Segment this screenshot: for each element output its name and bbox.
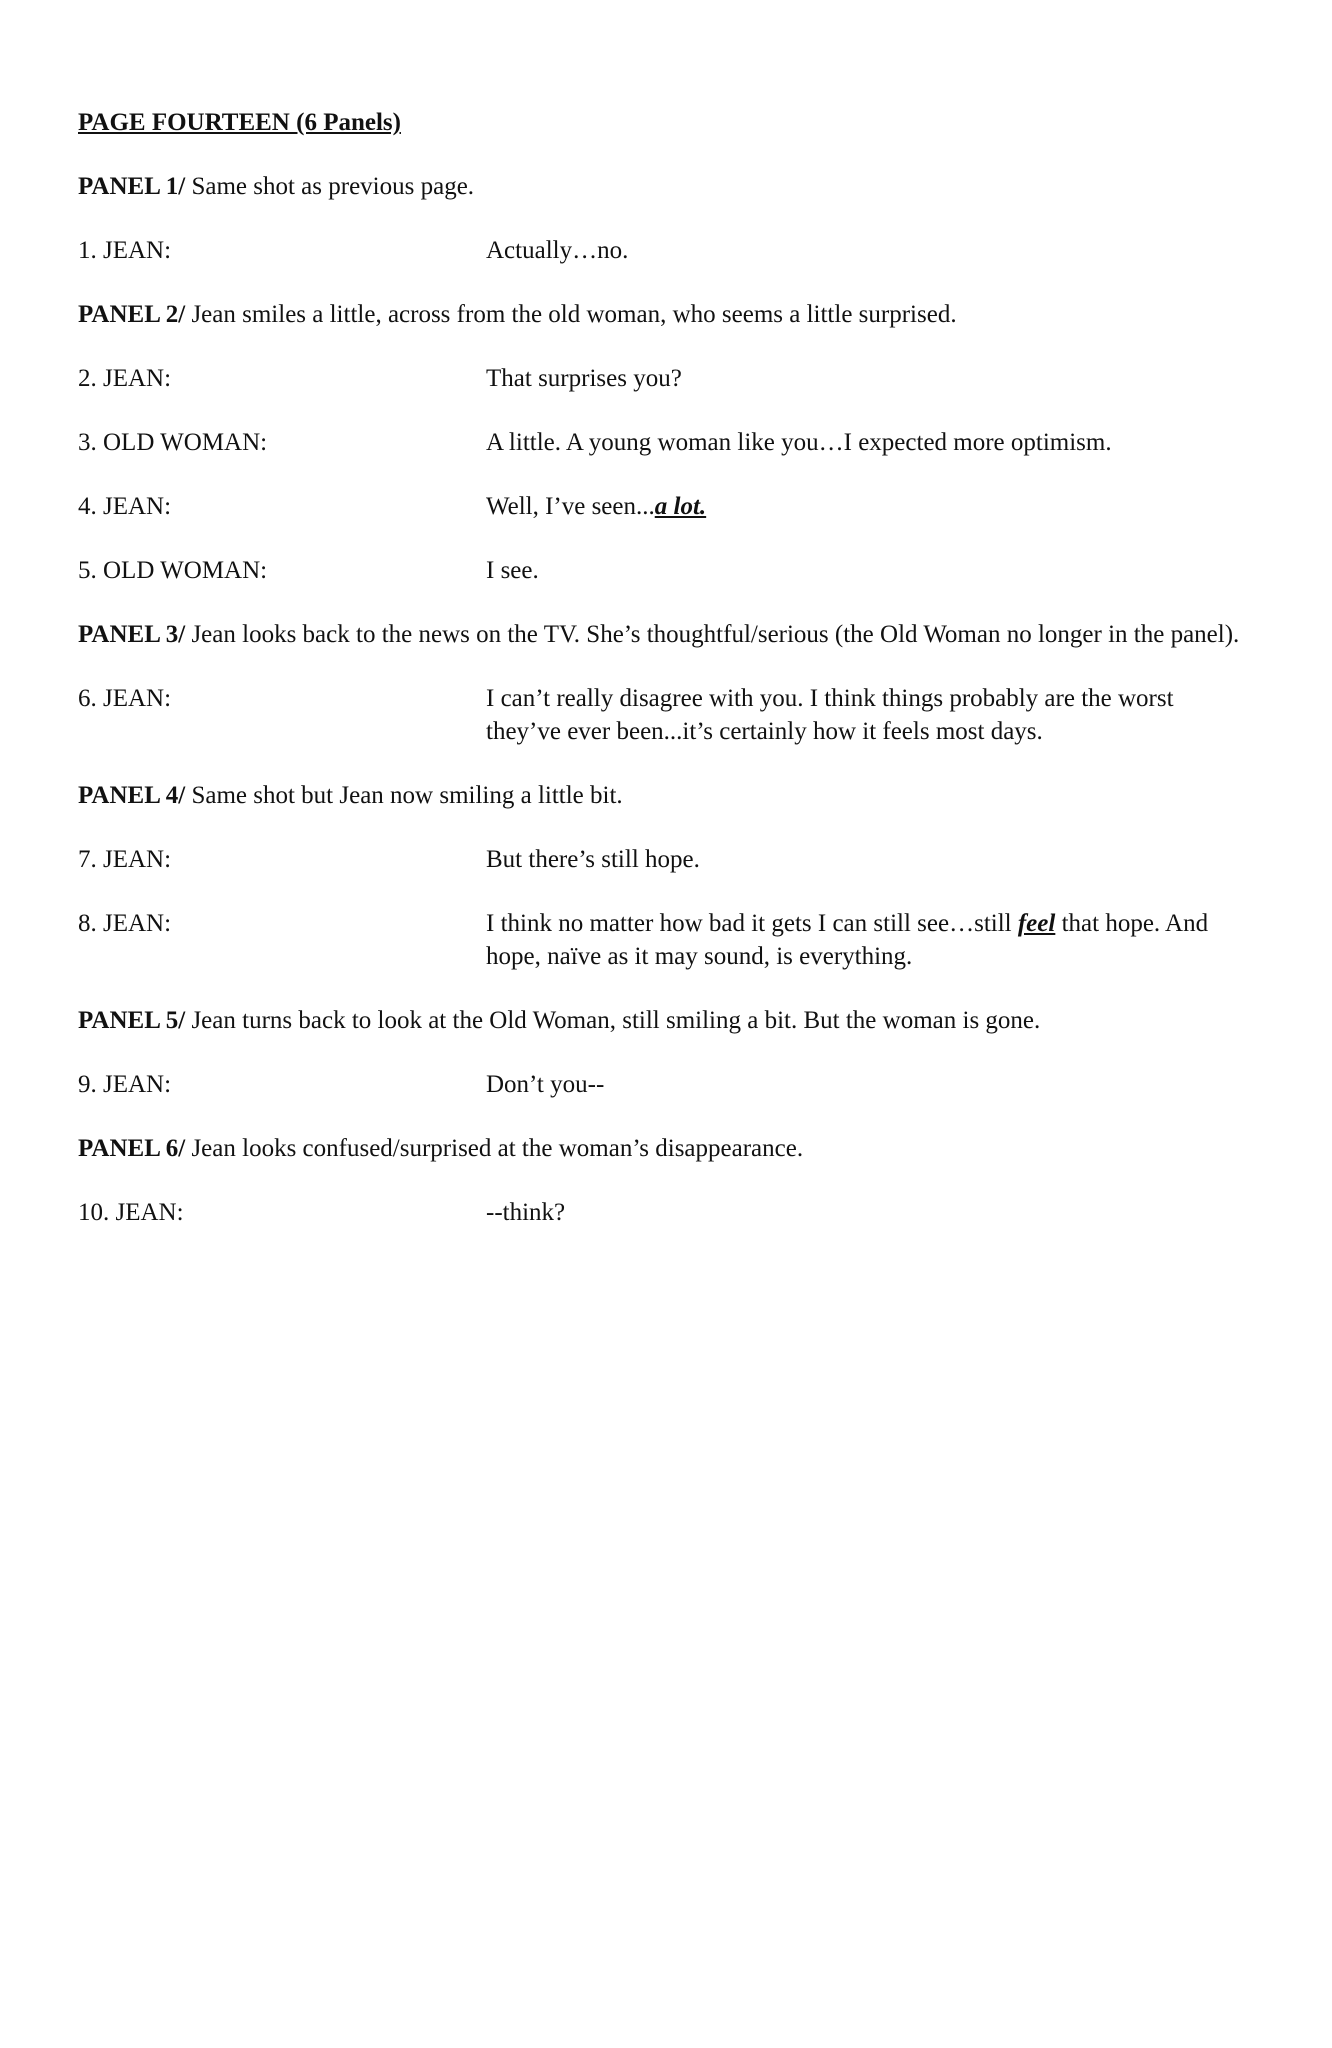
panel-label: PANEL 5/ bbox=[78, 1007, 186, 1034]
panel-description bbox=[78, 1132, 1248, 1165]
panel-label: PANEL 2/ bbox=[78, 301, 186, 328]
dialogue-text: Don’t you-- bbox=[486, 1071, 605, 1098]
dialogue-line bbox=[78, 426, 1248, 459]
panel-description bbox=[78, 618, 1248, 651]
speaker: 7. JEAN: bbox=[78, 846, 172, 873]
panel-label: PANEL 4/ bbox=[78, 782, 186, 809]
dialogue-text: That surprises you? bbox=[486, 365, 682, 392]
speaker: 1. JEAN: bbox=[78, 237, 172, 264]
panel-description-text: Jean smiles a little, across from the old woman, who seems a little surprised. bbox=[185, 301, 957, 328]
panel-description bbox=[78, 298, 1248, 331]
dialogue-text: --think? bbox=[486, 1199, 566, 1226]
dialogue-text: I can’t really disagree with you. I think things probably are the worst they’ve ever been...it’s certainly how it feels most days. bbox=[486, 685, 1174, 745]
panel-description bbox=[78, 1004, 1248, 1037]
dialogue-text: But there’s still hope. bbox=[486, 846, 700, 873]
dialogue-text: I see. bbox=[486, 557, 539, 584]
script-page bbox=[78, 106, 1248, 1260]
speaker: 3. OLD WOMAN: bbox=[78, 429, 268, 456]
dialogue-text-before: Well, I’ve seen... bbox=[486, 493, 655, 520]
speaker: 9. JEAN: bbox=[78, 1071, 172, 1098]
panel-2 bbox=[78, 298, 1248, 587]
dialogue-line bbox=[78, 843, 1248, 876]
panel-1 bbox=[78, 170, 1248, 267]
dialogue-line bbox=[78, 1196, 1248, 1229]
panel-label: PANEL 6/ bbox=[78, 1135, 186, 1162]
dialogue-text-after: that hope. And hope, naïve as it may sound, is everything. bbox=[486, 910, 1209, 970]
panel-3 bbox=[78, 618, 1248, 748]
dialogue-line bbox=[78, 362, 1248, 395]
dialogue-text: A little. A young woman like you…I expected more optimism. bbox=[486, 429, 1112, 456]
panel-description bbox=[78, 170, 1248, 203]
speaker: 5. OLD WOMAN: bbox=[78, 557, 268, 584]
panel-4 bbox=[78, 779, 1248, 973]
dialogue-text: Actually…no. bbox=[486, 237, 629, 264]
panel-6 bbox=[78, 1132, 1248, 1229]
panel-description-text: Jean looks confused/surprised at the woman’s disappearance. bbox=[185, 1135, 804, 1162]
panel-label: PANEL 3/ bbox=[78, 621, 186, 648]
dialogue-text bbox=[486, 907, 1231, 973]
panel-description-text: Same shot but Jean now smiling a little bit. bbox=[185, 782, 623, 809]
emphasized-text: feel bbox=[1017, 910, 1056, 937]
panel-5 bbox=[78, 1004, 1248, 1101]
dialogue-line bbox=[78, 682, 1248, 748]
page-title: PAGE FOURTEEN (6 Panels) bbox=[78, 109, 401, 136]
dialogue-line bbox=[78, 907, 1248, 973]
dialogue-line bbox=[78, 490, 1248, 523]
panel-description bbox=[78, 779, 1248, 812]
dialogue-text-before: I think no matter how bad it gets I can still see…still bbox=[486, 910, 1018, 937]
dialogue-line bbox=[78, 1068, 1248, 1101]
speaker: 8. JEAN: bbox=[78, 910, 172, 937]
speaker: 4. JEAN: bbox=[78, 493, 172, 520]
speaker: 10. JEAN: bbox=[78, 1199, 184, 1226]
panel-description-text: Jean turns back to look at the Old Woman, still smiling a bit. But the woman is gone. bbox=[185, 1007, 1041, 1034]
speaker: 6. JEAN: bbox=[78, 685, 172, 712]
emphasized-text: a lot. bbox=[654, 493, 707, 520]
speaker: 2. JEAN: bbox=[78, 365, 172, 392]
dialogue-line bbox=[78, 554, 1248, 587]
panel-description-text: Same shot as previous page. bbox=[185, 173, 475, 200]
panel-description-text: Jean looks back to the news on the TV. She’s thoughtful/serious (the Old Woman no longer in the panel). bbox=[185, 621, 1240, 648]
dialogue-text bbox=[486, 490, 1231, 523]
dialogue-line bbox=[78, 234, 1248, 267]
panel-label: PANEL 1/ bbox=[78, 173, 186, 200]
